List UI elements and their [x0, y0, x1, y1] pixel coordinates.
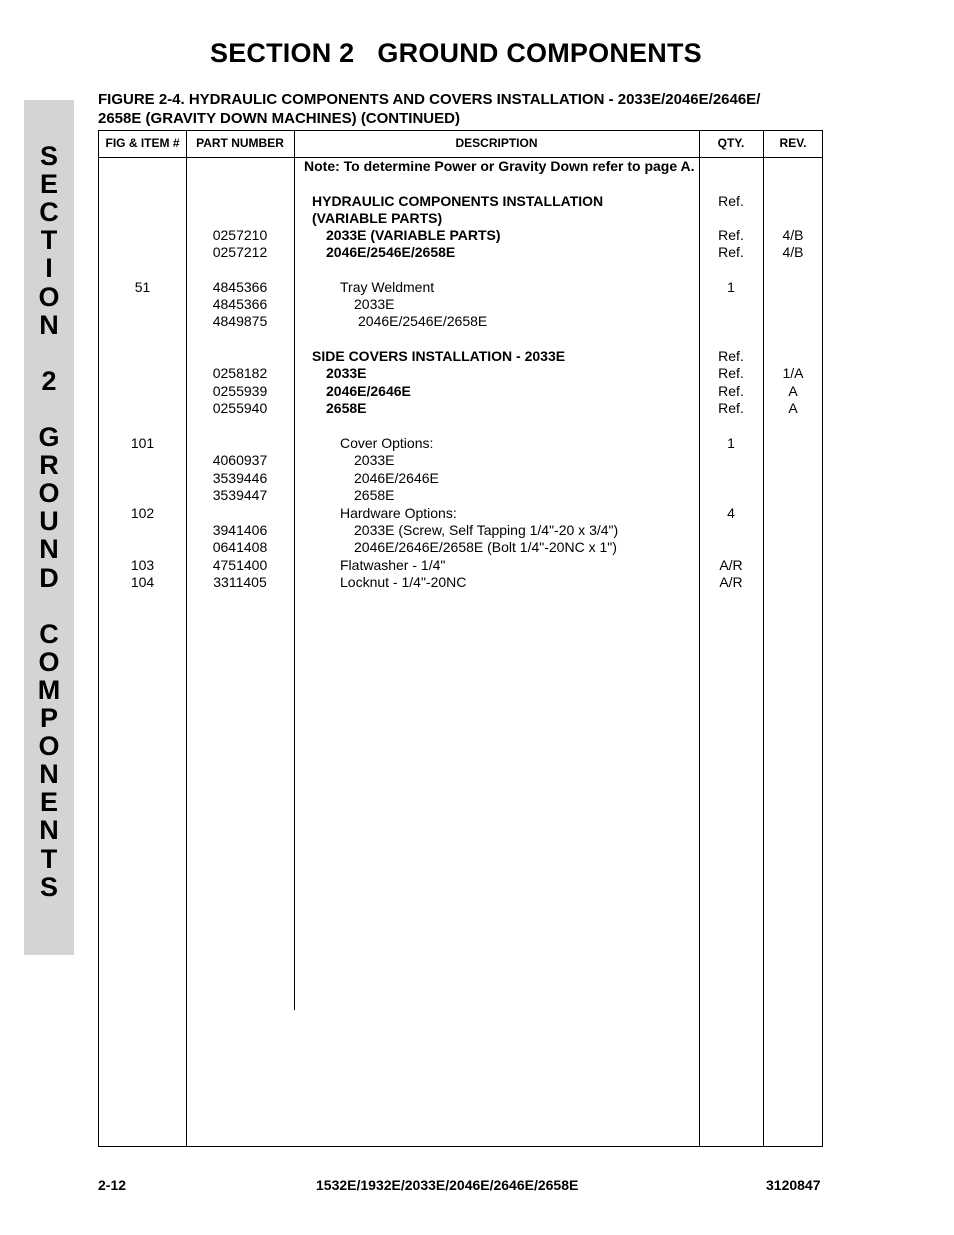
- sidebar-letter: I: [45, 253, 53, 284]
- sidebar-letter: N: [39, 759, 59, 790]
- cell-part: 4849875: [212, 313, 268, 329]
- sidebar-letter: O: [38, 731, 60, 762]
- sidebar-letter: 2: [41, 365, 57, 396]
- figure-title-line-1: FIGURE 2-4. HYDRAULIC COMPONENTS AND COVERS INSTALLATION - 2033E/2046E/2646E/: [98, 91, 761, 108]
- cell-part: 3941406: [212, 522, 268, 538]
- cell-desc: 2046E/2546E/2658E: [326, 244, 456, 260]
- cell-qty: Ref.: [718, 227, 744, 243]
- sidebar-letter: P: [39, 703, 58, 733]
- sidebar-letter: N: [39, 534, 59, 565]
- cell-part: 0255940: [212, 400, 268, 416]
- cell-rev: A: [788, 383, 798, 399]
- sidebar-letter: S: [39, 871, 58, 902]
- cell-desc: 2046E/2546E/2658E: [358, 313, 488, 329]
- cell-item: 103: [130, 557, 155, 573]
- cell-desc: Hardware Options:: [340, 505, 457, 521]
- cell-desc: HYDRAULIC COMPONENTS INSTALLATION: [312, 193, 604, 209]
- cell-part: 4751400: [212, 557, 268, 573]
- cell-part: 0255939: [212, 383, 268, 399]
- cell-part: 4845366: [212, 296, 268, 312]
- model-list: 1532E/1932E/2033E/2046E/2646E/2658E: [316, 1177, 579, 1193]
- cell-qty: Ref.: [718, 365, 744, 381]
- cell-desc: Note: To determine Power or Gravity Down refer to page A.: [304, 158, 695, 174]
- sidebar-letter: E: [39, 169, 58, 200]
- parts-table: [98, 130, 823, 1147]
- cell-desc: 2033E (VARIABLE PARTS): [326, 227, 501, 243]
- document-number: 3120847: [766, 1177, 821, 1193]
- header-part-number: PART NUMBER: [196, 136, 284, 150]
- column-divider: [763, 131, 764, 1146]
- cell-item: 104: [130, 574, 155, 590]
- cell-desc: 2033E: [326, 365, 367, 381]
- sidebar-letter: O: [38, 646, 60, 677]
- cell-item: 51: [134, 279, 151, 295]
- sidebar-letter: N: [39, 309, 59, 340]
- cell-qty: Ref.: [718, 348, 744, 364]
- cell-desc: 2033E: [354, 296, 395, 312]
- header-fig-item: FIG & ITEM #: [105, 136, 180, 150]
- cell-desc: 2033E: [354, 452, 395, 468]
- page-number: 2-12: [98, 1177, 127, 1193]
- sidebar-letter: O: [38, 478, 60, 509]
- sidebar-letter: C: [39, 197, 59, 228]
- sidebar-letter: D: [39, 562, 59, 593]
- cell-desc: 2033E (Screw, Self Tapping 1/4"-20 x 3/4"): [354, 522, 619, 538]
- cell-desc: 2658E: [354, 487, 395, 503]
- header-description: DESCRIPTION: [455, 136, 538, 150]
- cell-desc: Cover Options:: [340, 435, 434, 451]
- cell-desc: Flatwasher - 1/4": [340, 557, 446, 573]
- sidebar-letter: T: [40, 843, 58, 874]
- sidebar-letter: C: [39, 618, 59, 649]
- cell-rev: 1/A: [782, 365, 804, 381]
- section-sidebar-tab: [24, 100, 74, 955]
- cell-part: 3539446: [212, 470, 268, 486]
- sidebar-letter: T: [40, 225, 58, 256]
- cell-rev: 4/B: [782, 244, 804, 260]
- section-title: SECTION 2 GROUND COMPONENTS: [210, 38, 702, 68]
- cell-qty: Ref.: [718, 193, 744, 209]
- cell-desc: (VARIABLE PARTS): [312, 210, 443, 226]
- cell-desc: SIDE COVERS INSTALLATION - 2033E: [312, 348, 566, 364]
- sidebar-letter: U: [39, 506, 59, 537]
- header-qty: QTY.: [717, 136, 745, 150]
- sidebar-letter: S: [39, 141, 58, 171]
- cell-qty: 1: [727, 279, 735, 295]
- sidebar-letter: G: [38, 422, 60, 452]
- cell-rev: A: [788, 400, 798, 416]
- figure-title: [98, 90, 838, 128]
- sidebar-letter: M: [37, 674, 61, 705]
- cell-part: 0258182: [212, 365, 268, 381]
- cell-item: 102: [130, 505, 155, 521]
- cell-part: 0257210: [212, 227, 268, 243]
- cell-desc: Locknut - 1/4"-20NC: [340, 574, 467, 590]
- cell-qty: 1: [727, 435, 735, 451]
- cell-qty: Ref.: [718, 383, 744, 399]
- cell-part: 4845366: [212, 279, 268, 295]
- cell-qty: Ref.: [718, 244, 744, 260]
- cell-part: 3311405: [213, 574, 267, 590]
- cell-qty: Ref.: [718, 400, 744, 416]
- sidebar-letter: E: [39, 787, 58, 818]
- cell-desc: 2046E/2646E/2658E (Bolt 1/4"-20NC x 1"): [354, 539, 617, 555]
- cell-desc: 2046E/2646E: [354, 470, 439, 486]
- cell-qty: A/R: [719, 574, 743, 590]
- cell-desc: Tray Weldment: [340, 279, 435, 295]
- cell-part: 3539447: [212, 487, 268, 503]
- cell-qty: A/R: [719, 557, 743, 573]
- cell-desc: 2658E: [326, 400, 367, 416]
- cell-item: 101: [130, 435, 155, 451]
- sidebar-letter: O: [38, 281, 60, 312]
- sidebar-letter: N: [39, 815, 59, 846]
- cell-part: 4060937: [212, 452, 268, 468]
- cell-rev: 4/B: [782, 227, 804, 243]
- column-divider: [294, 131, 295, 1010]
- sidebar-letter: R: [39, 450, 59, 481]
- cell-qty: 4: [727, 505, 735, 521]
- cell-part: 0641408: [212, 539, 268, 555]
- header-rev: REV.: [779, 136, 807, 150]
- cell-part: 0257212: [212, 244, 268, 260]
- figure-title-line-2: 2658E (GRAVITY DOWN MACHINES) (CONTINUED): [98, 110, 460, 127]
- cell-desc: 2046E/2646E: [326, 383, 411, 399]
